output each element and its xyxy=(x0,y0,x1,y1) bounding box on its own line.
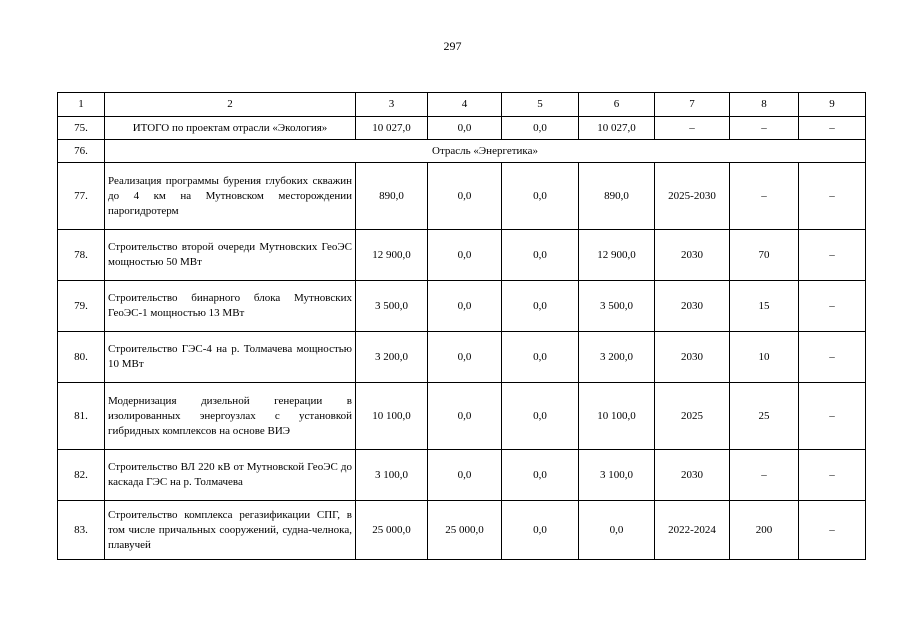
cell-value: 0,0 xyxy=(502,332,579,383)
cell-value: 70 xyxy=(730,230,799,281)
cell-value: 2030 xyxy=(655,450,730,501)
table-row xyxy=(58,117,866,140)
cell-value: 2030 xyxy=(655,332,730,383)
cell-value: – xyxy=(799,281,866,332)
row-number: 75. xyxy=(58,117,105,140)
data-table xyxy=(57,92,866,560)
cell-value: 15 xyxy=(730,281,799,332)
row-number: 79. xyxy=(58,281,105,332)
table-row xyxy=(58,281,866,332)
section-title: Отрасль «Энергетика» xyxy=(105,140,866,163)
cell-value: 10 027,0 xyxy=(579,117,655,140)
cell-value: 2025-2030 xyxy=(655,163,730,230)
header-cell: 4 xyxy=(428,93,502,117)
cell-value: – xyxy=(730,117,799,140)
header-cell: 2 xyxy=(105,93,356,117)
cell-value: 3 500,0 xyxy=(579,281,655,332)
header-cell: 8 xyxy=(730,93,799,117)
row-number: 81. xyxy=(58,383,105,450)
table-row xyxy=(58,163,866,230)
cell-value: 0,0 xyxy=(428,281,502,332)
header-cell: 7 xyxy=(655,93,730,117)
cell-value: 0,0 xyxy=(502,450,579,501)
cell-value: 0,0 xyxy=(428,383,502,450)
project-name: Реализация программы бурения глубоких скважин до 4 км на Мутновском месторождении парогидротерм xyxy=(105,163,356,230)
cell-value: 3 200,0 xyxy=(579,332,655,383)
project-name: Строительство комплекса регазификации СПГ, в том числе причальных сооружений, судна-челнока, плавучей xyxy=(105,501,356,560)
cell-value: 0,0 xyxy=(428,163,502,230)
project-name: Строительство второй очереди Мутновских ГеоЭС мощностью 50 МВт xyxy=(105,230,356,281)
cell-value: – xyxy=(799,450,866,501)
table-row xyxy=(58,230,866,281)
cell-value: 3 200,0 xyxy=(356,332,428,383)
cell-value: 0,0 xyxy=(428,117,502,140)
cell-value: 890,0 xyxy=(356,163,428,230)
cell-value: 3 100,0 xyxy=(579,450,655,501)
row-number: 78. xyxy=(58,230,105,281)
cell-value: 10 xyxy=(730,332,799,383)
row-number: 83. xyxy=(58,501,105,560)
header-cell: 9 xyxy=(799,93,866,117)
cell-value: 12 900,0 xyxy=(356,230,428,281)
cell-value: 2030 xyxy=(655,230,730,281)
project-name: Строительство ВЛ 220 кВ от Мутновской ГеоЭС до каскада ГЭС на р. Толмачева xyxy=(105,450,356,501)
table-row xyxy=(58,501,866,560)
cell-value: 12 900,0 xyxy=(579,230,655,281)
cell-value: 10 100,0 xyxy=(356,383,428,450)
project-name: Строительство ГЭС-4 на р. Толмачева мощностью 10 МВт xyxy=(105,332,356,383)
cell-value: – xyxy=(799,332,866,383)
cell-value: – xyxy=(730,163,799,230)
cell-value: 0,0 xyxy=(428,332,502,383)
cell-value: 0,0 xyxy=(428,230,502,281)
cell-value: 0,0 xyxy=(579,501,655,560)
cell-value: 10 100,0 xyxy=(579,383,655,450)
row-number: 82. xyxy=(58,450,105,501)
cell-value: – xyxy=(655,117,730,140)
cell-value: 0,0 xyxy=(502,281,579,332)
table-row xyxy=(58,332,866,383)
cell-value: 25 000,0 xyxy=(428,501,502,560)
cell-value: 0,0 xyxy=(502,501,579,560)
table-row xyxy=(58,450,866,501)
page-number: 297 xyxy=(443,39,462,53)
project-name: Модернизация дизельной генерации в изолированных энергоузлах с установкой гибридных комплексов на основе ВИЭ xyxy=(105,383,356,450)
cell-value: – xyxy=(799,501,866,560)
header-row xyxy=(58,93,866,117)
cell-value: 0,0 xyxy=(502,163,579,230)
header-cell: 1 xyxy=(58,93,105,117)
section-row xyxy=(58,140,866,163)
cell-value: 3 100,0 xyxy=(356,450,428,501)
header-cell: 5 xyxy=(502,93,579,117)
cell-value: 10 027,0 xyxy=(356,117,428,140)
cell-value: 0,0 xyxy=(502,383,579,450)
table-row xyxy=(58,383,866,450)
cell-value: – xyxy=(730,450,799,501)
cell-value: 0,0 xyxy=(428,450,502,501)
row-number: 77. xyxy=(58,163,105,230)
header-cell: 3 xyxy=(356,93,428,117)
header-cell: 6 xyxy=(579,93,655,117)
cell-value: 890,0 xyxy=(579,163,655,230)
cell-value: 200 xyxy=(730,501,799,560)
cell-value: 2022-2024 xyxy=(655,501,730,560)
cell-value: 2025 xyxy=(655,383,730,450)
row-number: 80. xyxy=(58,332,105,383)
cell-value: 25 000,0 xyxy=(356,501,428,560)
cell-value: 3 500,0 xyxy=(356,281,428,332)
cell-value: – xyxy=(799,383,866,450)
cell-value: 2030 xyxy=(655,281,730,332)
cell-value: 0,0 xyxy=(502,230,579,281)
cell-value: – xyxy=(799,117,866,140)
row-number: 76. xyxy=(58,140,105,163)
project-name: ИТОГО по проектам отрасли «Экология» xyxy=(105,117,356,140)
cell-value: – xyxy=(799,230,866,281)
project-name: Строительство бинарного блока Мутновских ГеоЭС-1 мощностью 13 МВт xyxy=(105,281,356,332)
cell-value: 25 xyxy=(730,383,799,450)
cell-value: – xyxy=(799,163,866,230)
cell-value: 0,0 xyxy=(502,117,579,140)
